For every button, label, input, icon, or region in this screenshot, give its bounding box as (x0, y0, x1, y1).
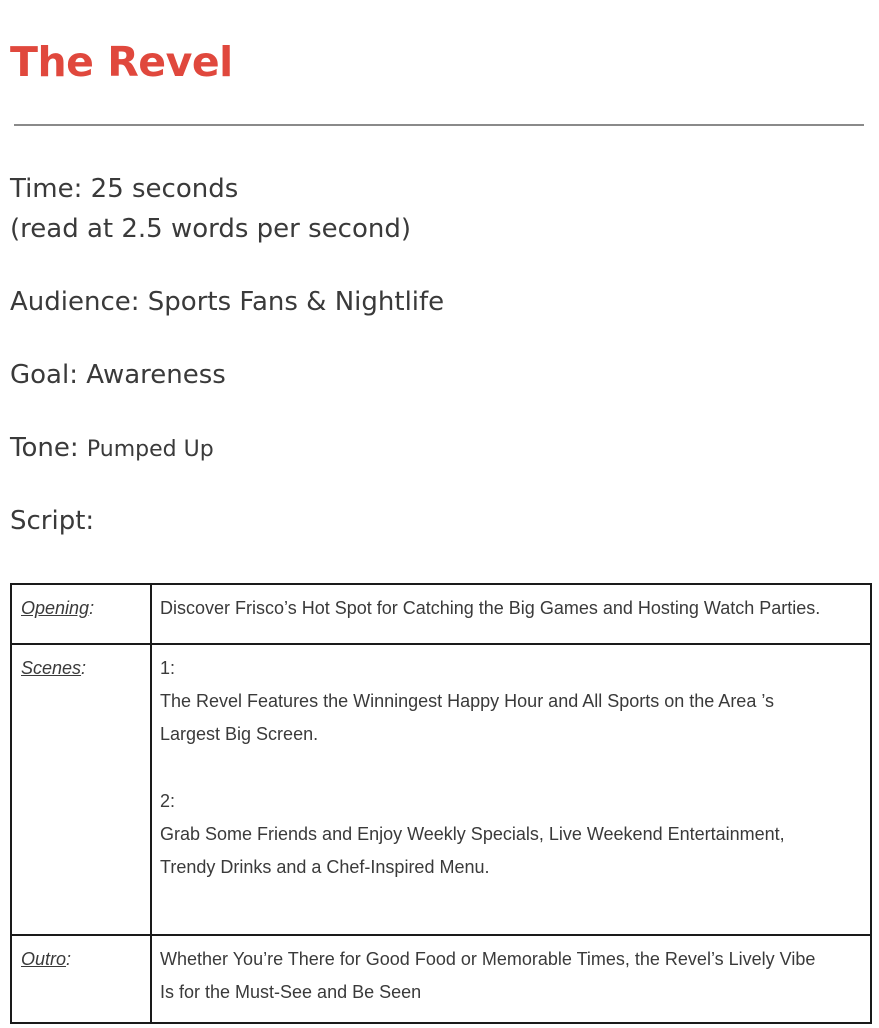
script-row-opening (11, 584, 871, 644)
scenes-label-colon: : (81, 658, 87, 678)
script-row-scenes (11, 644, 871, 935)
opening-label-colon: : (89, 598, 95, 618)
title-divider (14, 124, 864, 126)
script-table (10, 583, 872, 1024)
scenes-content (151, 644, 871, 935)
opening-text: Discover Frisco’s Hot Spot for Catching the Big Games and Hosting Watch Parties. (151, 584, 871, 644)
outro-line-1: Whether You’re There for Good Food or Memorable Times, the Revel’s Lively Vibe (160, 949, 816, 969)
tone-label: Tone: (10, 433, 79, 463)
script-heading: Script: (10, 506, 95, 536)
page-title: The Revel (10, 38, 233, 86)
opening-label-cell (11, 584, 151, 644)
scenes-label-cell (11, 644, 151, 935)
outro-line-2: Is for the Must-See and Be Seen (160, 982, 422, 1002)
goal-line: Goal: Awareness (10, 360, 226, 390)
scene-1-number: 1: (160, 658, 176, 678)
scene-2-line-2: Trendy Drinks and a Chef-Inspired Menu. (160, 857, 490, 877)
scene-1-line-2: Largest Big Screen. (160, 724, 319, 744)
opening-label: Opening (21, 598, 90, 618)
scenes-label: Scenes (21, 658, 82, 678)
tone-value: Pumped Up (86, 437, 214, 462)
scene-gap (160, 751, 860, 785)
time-line: Time: 25 seconds (10, 174, 239, 204)
scene-2-line-1: Grab Some Friends and Enjoy Weekly Specials, Live Weekend Entertainment, (160, 824, 785, 844)
outro-label-cell (11, 935, 151, 1023)
outro-label-colon: : (66, 949, 72, 969)
outro-content (151, 935, 871, 1023)
tone-line (10, 428, 214, 470)
scene-1-line-1: The Revel Features the Winningest Happy Hour and All Sports on the Area ’s (160, 691, 775, 711)
outro-label: Outro (21, 949, 67, 969)
script-row-outro (11, 935, 871, 1023)
reading-rate-line: (read at 2.5 words per second) (10, 214, 412, 244)
audience-line: Audience: Sports Fans & Nightlife (10, 287, 445, 317)
scene-2-number: 2: (160, 791, 176, 811)
